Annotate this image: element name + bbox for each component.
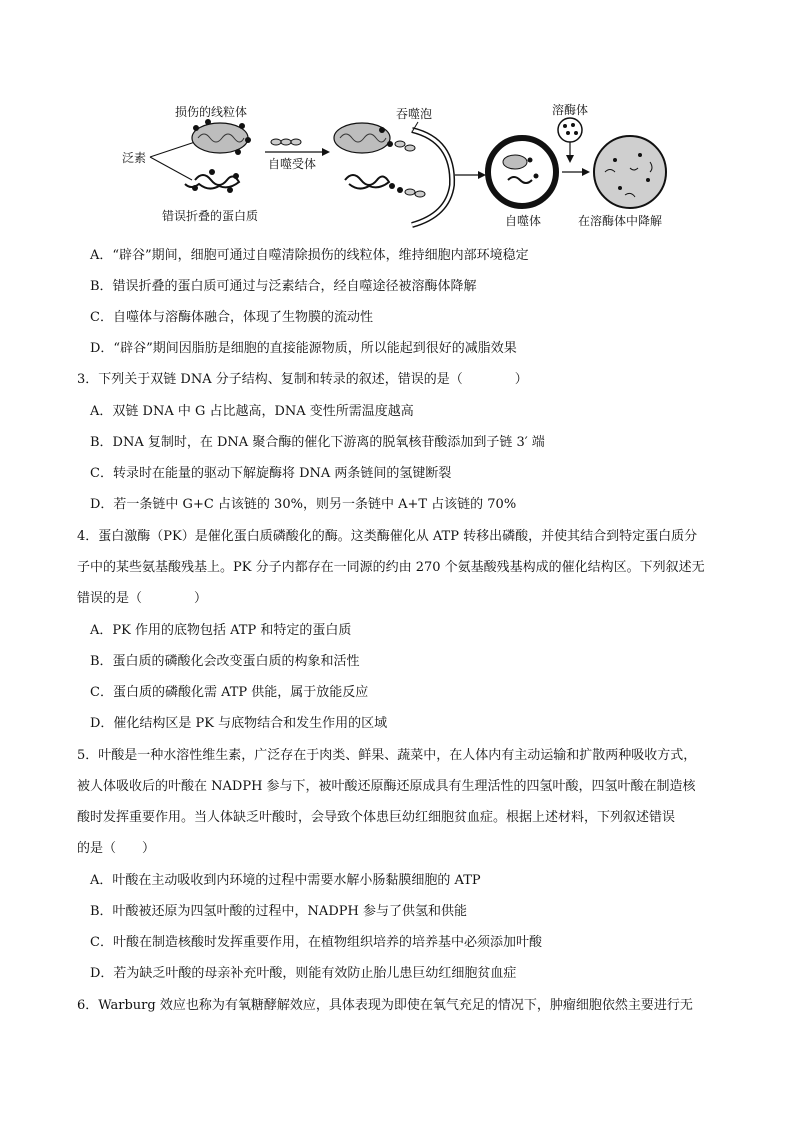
- q4-option-a: A．PK 作用的底物包括 ATP 和特定的蛋白质: [90, 623, 352, 638]
- tagged-mitochondrion-icon: [334, 123, 415, 153]
- misfolded-protein-icon: [185, 169, 239, 193]
- q2-option-b: B．错误折叠的蛋白质可通过与泛素结合，经自噬途径被溶酶体降解: [90, 279, 477, 294]
- q3-stem: 3．下列关于双链 DNA 分子结构、复制和转录的叙述，错误的是（ ）: [77, 372, 528, 387]
- q5-stem-line-2: 被人体吸收后的叶酸在 NADPH 参与下，被叶酸还原酶还原成具有生理活性的四氢叶酸，四氢叶酸在制造核: [77, 779, 696, 794]
- q5-option-a: A．叶酸在主动吸收到内环境的过程中需要水解小肠黏膜细胞的 ATP: [90, 873, 481, 888]
- q2-option-c: C．自噬体与溶酶体融合，体现了生物膜的流动性: [90, 310, 373, 325]
- q3-option-d: D．若一条链中 G+C 占该链的 30%，则另一条链中 A+T 占该链的 70%: [90, 497, 517, 512]
- q3-option-a: A．双链 DNA 中 G 占比越高，DNA 变性所需温度越高: [90, 404, 414, 419]
- phagophore-icon: [412, 130, 452, 225]
- q4-option-c: C．蛋白质的磷酸化需 ATP 供能，属于放能反应: [90, 685, 369, 700]
- label-autophagosome: 自噬体: [505, 214, 542, 228]
- q5-option-c: C．叶酸在制造核酸时发挥重要作用，在植物组织培养的培养基中必须添加叶酸: [90, 935, 542, 950]
- label-receptor: 自噬受体: [268, 157, 317, 171]
- label-phagophore: 吞噬泡: [396, 107, 433, 121]
- autophagy-diagram: [100, 100, 700, 235]
- q5-option-d: D．若为缺乏叶酸的母亲补充叶酸，则能有效防止胎儿患巨幼红细胞贫血症: [90, 966, 517, 981]
- q5-option-b: B．叶酸被还原为四氢叶酸的过程中，NADPH 参与了供氢和供能: [90, 904, 467, 919]
- q4-stem-line-3: 错误的是（ ）: [77, 591, 208, 606]
- autophagy-receptor-icon: [271, 139, 301, 145]
- q2-option-a: A．“辟谷”期间，细胞可通过自噬清除损伤的线粒体，维持细胞内部环境稳定: [90, 248, 529, 263]
- q5-stem-line-3: 酸时发挥重要作用。当人体缺乏叶酸时，会导致个体患巨幼红细胞贫血症。根据上述材料，下列叙述错误: [77, 810, 676, 825]
- label-damaged-mito: 损伤的线粒体: [175, 105, 248, 119]
- damaged-mitochondrion-icon: [192, 119, 251, 155]
- tagged-protein-icon: [345, 175, 425, 197]
- label-degradation: 在溶酶体中降解: [578, 214, 663, 228]
- q4-option-d: D．催化结构区是 PK 与底物结合和发生作用的区域: [90, 716, 388, 731]
- label-misfolded: 错误折叠的蛋白质: [162, 209, 259, 223]
- label-lysosome: 溶酶体: [552, 103, 589, 117]
- q5-stem-line-1: 5．叶酸是一种水溶性维生素，广泛存在于肉类、鲜果、蔬菜中，在人体内有主动运输和扩散两种吸收方式，: [77, 748, 697, 763]
- q4-option-b: B．蛋白质的磷酸化会改变蛋白质的构象和活性: [90, 654, 360, 669]
- label-ubiquitin: 泛素: [122, 151, 147, 165]
- q3-option-b: B．DNA 复制时，在 DNA 聚合酶的催化下游离的脱氧核苷酸添加到子链 3′ 端: [90, 435, 545, 450]
- q6-stem-line-1: 6．Warburg 效应也称为有氧糖酵解效应，具体表现为即使在氧气充足的情况下，肿瘤细胞依然主要进行无: [77, 998, 693, 1013]
- q2-option-d: D．“辟谷”期间因脂肪是细胞的直接能源物质，所以能起到很好的减脂效果: [90, 341, 517, 356]
- degradation-lysosome-icon: [594, 136, 666, 208]
- q3-option-c: C．转录时在能量的驱动下解旋酶将 DNA 两条链间的氢键断裂: [90, 466, 452, 481]
- q5-stem-line-4: 的是（ ）: [77, 841, 156, 856]
- autophagosome-icon: [488, 138, 556, 206]
- q4-stem-line-1: 4．蛋白激酶（PK）是催化蛋白质磷酸化的酶。这类酶催化从 ATP 转移出磷酸，并使其结合到特定蛋白质分: [77, 529, 698, 544]
- q4-stem-line-2: 子中的某些氨基酸残基上。PK 分子内都存在一同源的约由 270 个氨基酸残基构成的催化结构区。下列叙述无: [77, 560, 705, 575]
- lysosome-icon: [558, 118, 582, 142]
